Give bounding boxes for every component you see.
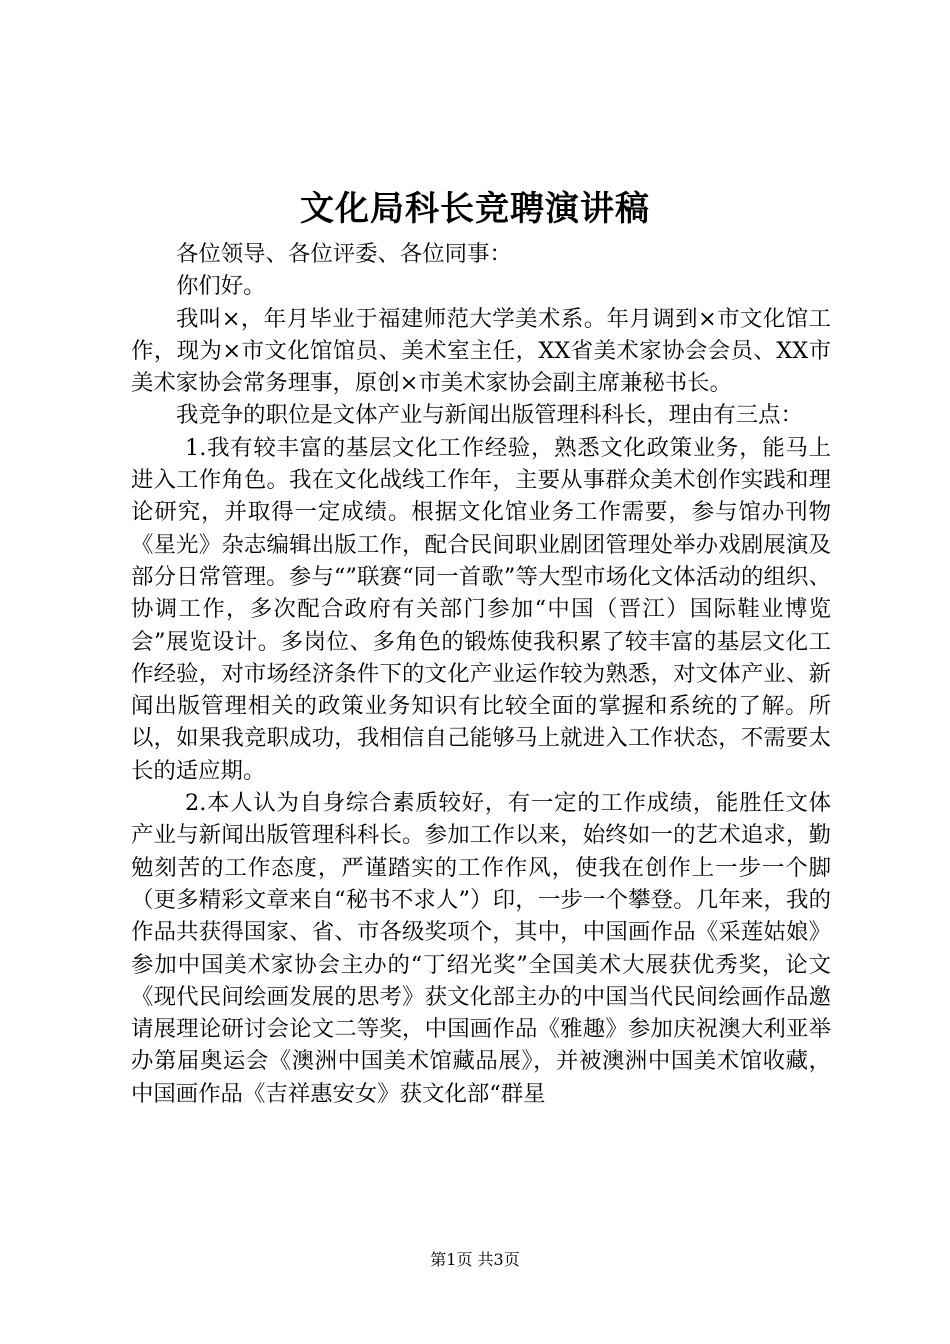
document-title: 文化局科长竞聘演讲稿 (300, 189, 650, 229)
paragraph-position: 我竞争的职位是文体产业与新闻出版管理科科长，理由有三点： (176, 402, 803, 429)
paragraph-reason-1: 1.我有较丰富的基层文化工作经验，熟悉文化政策业务，能马上进入工作角色。我在文化战线工作年，主要从事群众美术创作实践和理论研究，并取得一定成绩。根据文化馆业务工作需要，参与馆办刊物《星光》杂志编辑出版工作，配合民间职业剧团管理处举办戏剧展演及部分日常管理。参与“”联赛“同一首歌”等大型市场化文体活动的组织、协调工作，多次配合政府有关部门参加“中国（晋江）国际鞋业博览会”展览设计。多岗位、多角色的锻炼使我积累了较丰富的基层文化工作经验，对市场经济条件下的文化产业运作较为熟悉，对文体产业、新闻出版管理相关的政策业务知识有比较全面的掌握和系统的了解。所以，如果我竞职成功，我相信自己能够马上就进入工作状态，不需要太长的适应期。 (131, 434, 831, 784)
paragraph-introduction: 我叫×，年月毕业于福建师范大学美术系。年月调到×市文化馆工作，现为×市文化馆馆员、美术室主任，XX省美术家协会会员、XX市美术家协会常务理事，原创×市美术家协会副主席兼秘书长。 (131, 305, 831, 397)
salutation: 各位领导、各位评委、各位同事： (176, 241, 512, 267)
document-body (131, 238, 831, 1110)
greeting: 你们好。 (176, 273, 266, 300)
paragraph-reason-2: 2.本人认为自身综合素质较好，有一定的工作成绩，能胜任文体产业与新闻出版管理科科长。参加工作以来，始终如一的艺术追求，勤勉刻苦的工作态度，严谨踏实的工作作风，使我在创作上一步一个脚（更多精彩文章来自“秘书不求人”）印，一步一个攀登。几年来，我的作品共获得国家、省、市各级奖项个，其中，中国画作品《采莲姑娘》参加中国美术家协会主办的“丁绍光奖”全国美术大展获优秀奖，论文《现代民间绘画发展的思考》获文化部主办的中国当代民间绘画作品邀请展理论研讨会论文二等奖，中国画作品《雅趣》参加庆祝澳大利亚举办第届奥运会《澳洲中国美术馆藏品展》，并被澳洲中国美术馆收藏，中国画作品《吉祥惠安女》获文化部“群星 (131, 790, 831, 1107)
page-footer: 第1页 共3页 (430, 1250, 520, 1269)
